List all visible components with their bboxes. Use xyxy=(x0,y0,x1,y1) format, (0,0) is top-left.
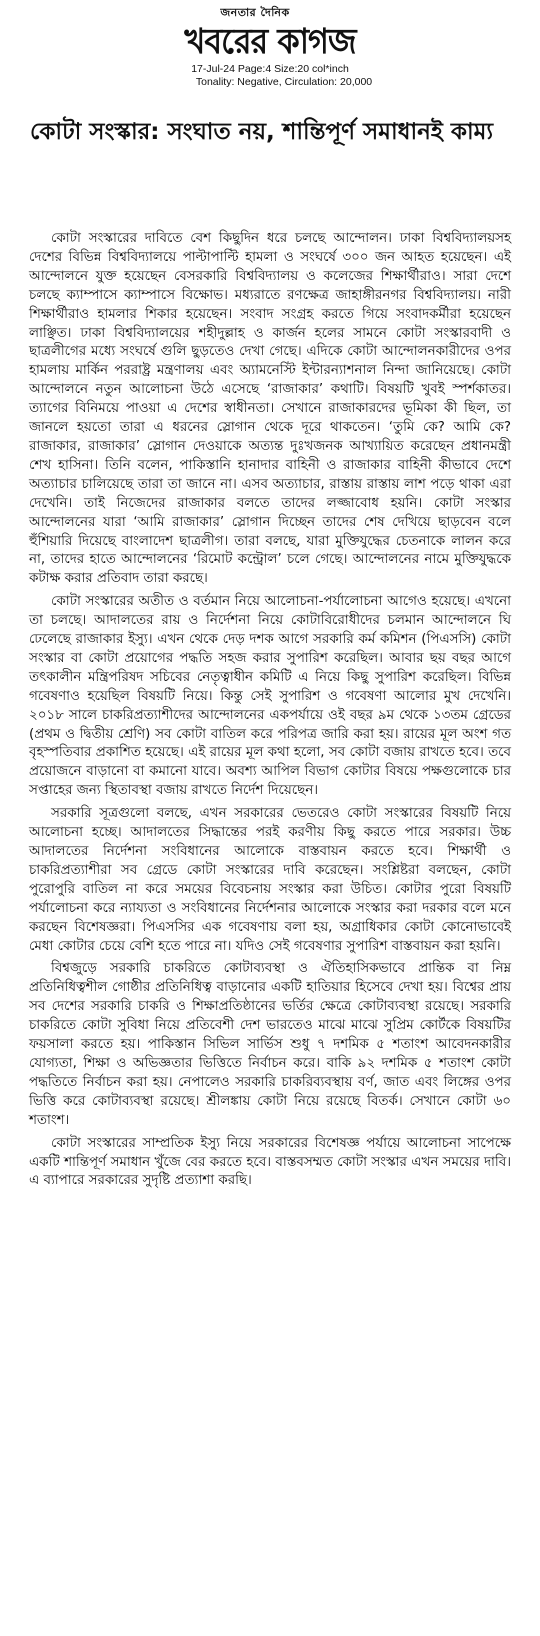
article-headline: কোটা সংস্কার: সংঘাত নয়, শান্তিপূর্ণ সমাধানই কাম্য xyxy=(30,119,494,145)
meta-page-size: 17-Jul-24 Page:4 Size:20 col*inch xyxy=(191,63,349,75)
meta-tonality-circulation: Tonality: Negative, Circulation: 20,000 xyxy=(195,76,373,88)
masthead xyxy=(0,0,540,89)
article-paragraph: সরকারি সূত্রগুলো বলছে, এখন সরকারের ভেতরেও কোটা সংস্কারের বিষয়টি নিয়ে আলোচনা হচ্ছে। আদালতের সিদ্ধান্তের পরই করণীয় কিছু করতে পারে সরকার। উচ্চ আদালতের নির্দেশনা সংবিধানের আলোকে বাস্তবায়ন করতে হবে। শিক্ষার্থী ও চাকরিপ্রত্যাশীরা সব গ্রেডে কোটা সংস্কারের দাবি করেছেন। সংশ্লিষ্টরা বলছেন, কোটা পুরোপুরি বাতিল না করে সময়ের বিবেচনায় সংস্কার করা উচিত। কোটার পুরো বিষয়টি পর্যালোচনা করে ন্যায্যতা ও সংবিধানের নির্দেশনার আলোকে সংস্কার করা দরকার বলে মনে করছেন বিশেষজ্ঞরা। পিএসসির এক গবেষণায় বলা হয়, অগ্রাধিকার কোটা কোনোভাবেই মেধা কোটার চেয়ে বেশি হতে পারে না। যদিও সেই গবেষণার সুপারিশ বাস্তবায়ন করা হয়নি। xyxy=(29,806,511,954)
clipping-meta xyxy=(0,63,540,89)
article-paragraph: কোটা সংস্কারের অতীত ও বর্তমান নিয়ে আলোচনা-পর্যালোচনা আগেও হয়েছে। এখনো তা চলছে। আদালতের রায় ও নির্দেশনা নিয়ে কোটাবিরোধীদের চলমান আন্দোলনে ঘি ঢেলেছে রাজাকার ইস্যু। এখন থেকে দেড় দশক আগে সরকারি কর্ম কমিশন (পিএসসি) কোটা সংস্কার বা কোটা প্রয়োগের পদ্ধতি সহজ করার সুপারিশ করেছিল। আবার ছয় বছর আগে তৎকালীন মন্ত্রিপরিষদ সচিবের নেতৃত্বাধীন কমিটি এ নিয়ে কিছু সুপারিশ করেছিল। বিভিন্ন গবেষণাও হয়েছিল বিষয়টি নিয়ে। কিন্তু সেই সুপারিশ ও গবেষণা আলোর মুখ দেখেনি। ২০১৮ সালে চাকরিপ্রত্যাশীদের আন্দোলনের একপর্যায়ে ওই বছর ৯ম থেকে ১৩তম গ্রেডের (প্রথম ও দ্বিতীয় শ্রেণি) সব কোটা বাতিল করে পরিপত্র জারি করা হয়। রায়ের মূল অংশ গত বৃহস্পতিবার প্রকাশিত হয়েছে। এই রায়ের মূল কথা হলো, সব কোটা বজায় রাখতে হবে। তবে প্রয়োজনে বাড়ানো বা কমানো যাবে। অবশ্য আপিল বিভাগ কোটার বিষয়ে পক্ষগুলোকে চার সপ্তাহের জন্য স্থিতাবস্থা বজায় রাখতে নির্দেশ দিয়েছেন। xyxy=(29,594,511,799)
article-paragraph: কোটা সংস্কারের সাম্প্রতিক ইস্যু নিয়ে সরকারের বিশেষজ্ঞ পর্যায়ে আলোচনা সাপেক্ষে একটি শান্তিপূর্ণ সমাধান খুঁজে বের করতে হবে। বাস্তবসম্মত কোটা সংস্কার এখন সময়ের দাবি। এ ব্যাপারে সরকারের সুদৃষ্টি প্রত্যাশা করছি। xyxy=(29,1135,511,1189)
article-body xyxy=(29,230,511,1195)
newspaper-name: খবরের কাগজ xyxy=(184,20,356,62)
masthead-tagline: জনতার দৈনিক xyxy=(220,6,290,19)
article-paragraph: বিশ্বজুড়ে সরকারি চাকরিতে কোটাব্যবস্থা ও ঐতিহাসিকভাবে প্রান্তিক বা নিম্ন প্রতিনিধিত্বশীল গোষ্ঠীর প্রতিনিধিত্ব বাড়ানোর একটি হাতিয়ার হিসেবে দেখা হয়। বিশ্বের প্রায় সব দেশের সরকারি চাকরি ও শিক্ষাপ্রতিষ্ঠানের ভর্তির ক্ষেত্রে কোটাব্যবস্থা রয়েছে। সরকারি চাকরিতে কোটা সুবিধা নিয়ে প্রতিবেশী দেশ ভারতেও মাঝে মাঝে সুপ্রিম কোর্টকে বিষয়টির ফয়সালা করতে হয়। পাকিস্তান সিভিল সার্ভিস শুধু ৭ দশমিক ৫ শতাংশ আবেদনকারীর যোগ্যতা, শিক্ষা ও অভিজ্ঞতার ভিত্তিতে নির্বাচন করে। বাকি ৯২ দশমিক ৫ শতাংশ কোটা পদ্ধতিতে নির্বাচন করা হয়। নেপালেও সরকারি চাকরিব্যবস্থায় বর্ণ, জাত এবং লিঙ্গের ওপর ভিত্তি করে কোটাব্যবস্থা রয়েছে। শ্রীলঙ্কায় কোটা নিয়ে রয়েছে বিতর্ক। সেখানে কোটা ৬০ শতাংশ। xyxy=(29,961,511,1128)
article-paragraph: কোটা সংস্কারের দাবিতে বেশ কিছুদিন ধরে চলছে আন্দোলন। ঢাকা বিশ্ববিদ্যালয়সহ দেশের বিভিন্ন বিশ্ববিদ্যালয়ে পাল্টাপাল্টি হামলা ও সংঘর্ষে ৩০০ জন আহত হয়েছেন। এই আন্দোলনে যুক্ত হয়েছেন বেসরকারি বিশ্ববিদ্যালয় ও কলেজের শিক্ষার্থীরাও। সারা দেশে চলছে ক্যাম্পাসে ক্যাম্পাসে বিক্ষোভ। মধ্যরাতে রণক্ষেত্র জাহাঙ্গীরনগর বিশ্ববিদ্যালয়। নারী শিক্ষার্থীরাও হামলার শিকার হয়েছেন। সংবাদ সংগ্রহ করতে গিয়ে সংবাদকর্মীরা হয়েছেন লাঞ্ছিত। ঢাকা বিশ্ববিদ্যালয়ের শহীদুল্লাহ ও কার্জন হলের সামনে কোটা সংস্কারবাদী ও ছাত্রলীগের মধ্যে সংঘর্ষে গুলি ছুড়তেও দেখা গেছে। এদিকে কোটা আন্দোলনকারীদের ওপর হামলায় মার্কিন পররাষ্ট্র মন্ত্রণালয় এবং অ্যামনেস্টি ইন্টারন্যাশনাল নিন্দা জানিয়েছে। কোটা আন্দোলনে নতুন আলোচনা উঠে এসেছে ‘রাজাকার’ কথাটি। বিষয়টি খুবই স্পর্শকাতর। ত্যাগের বিনিময়ে পাওয়া এ দেশের স্বাধীনতা। সেখানে রাজাকারদের ভূমিকা কী ছিল, তা জানলে হয়তো তারা এ ধরনের স্লোগান থেকে দূরে থাকতেন। ‘তুমি কে? আমি কে? রাজাকার, রাজাকার’ স্লোগান দেওয়াকে অত্যন্ত দুঃখজনক আখ্যায়িত করেছেন প্রধানমন্ত্রী শেখ হাসিনা। তিনি বলেন, পাকিস্তানি হানাদার বাহিনী ও রাজাকার বাহিনী কীভাবে দেশে অত্যাচার চালিয়েছে তারা তা জানে না। এসব অত্যাচার, রাস্তায় রাস্তায় লাশ পড়ে থাকা এরা দেখেনি। তাই নিজেদের রাজাকার বলতে তাদের লজ্জাবোধ হয়নি। কোটা সংস্কার আন্দোলনের যারা ‘আমি রাজাকার’ স্লোগান দিচ্ছেন তাদের শেষ দেখিয়ে ছাড়বেন বলে হুঁশিয়ারি দিয়েছে বাংলাদেশ ছাত্রলীগ। তারা বলছে, যারা মুক্তিযুদ্ধের চেতনাকে লালন করে না, তাদের হাতে আন্দোলনের ‘রিমোট কন্ট্রোল’ চলে গেছে। আন্দোলনের নামে মুক্তিযুদ্ধকে কটাক্ষ করার প্রতিবাদ তারা করছে। xyxy=(29,231,511,587)
